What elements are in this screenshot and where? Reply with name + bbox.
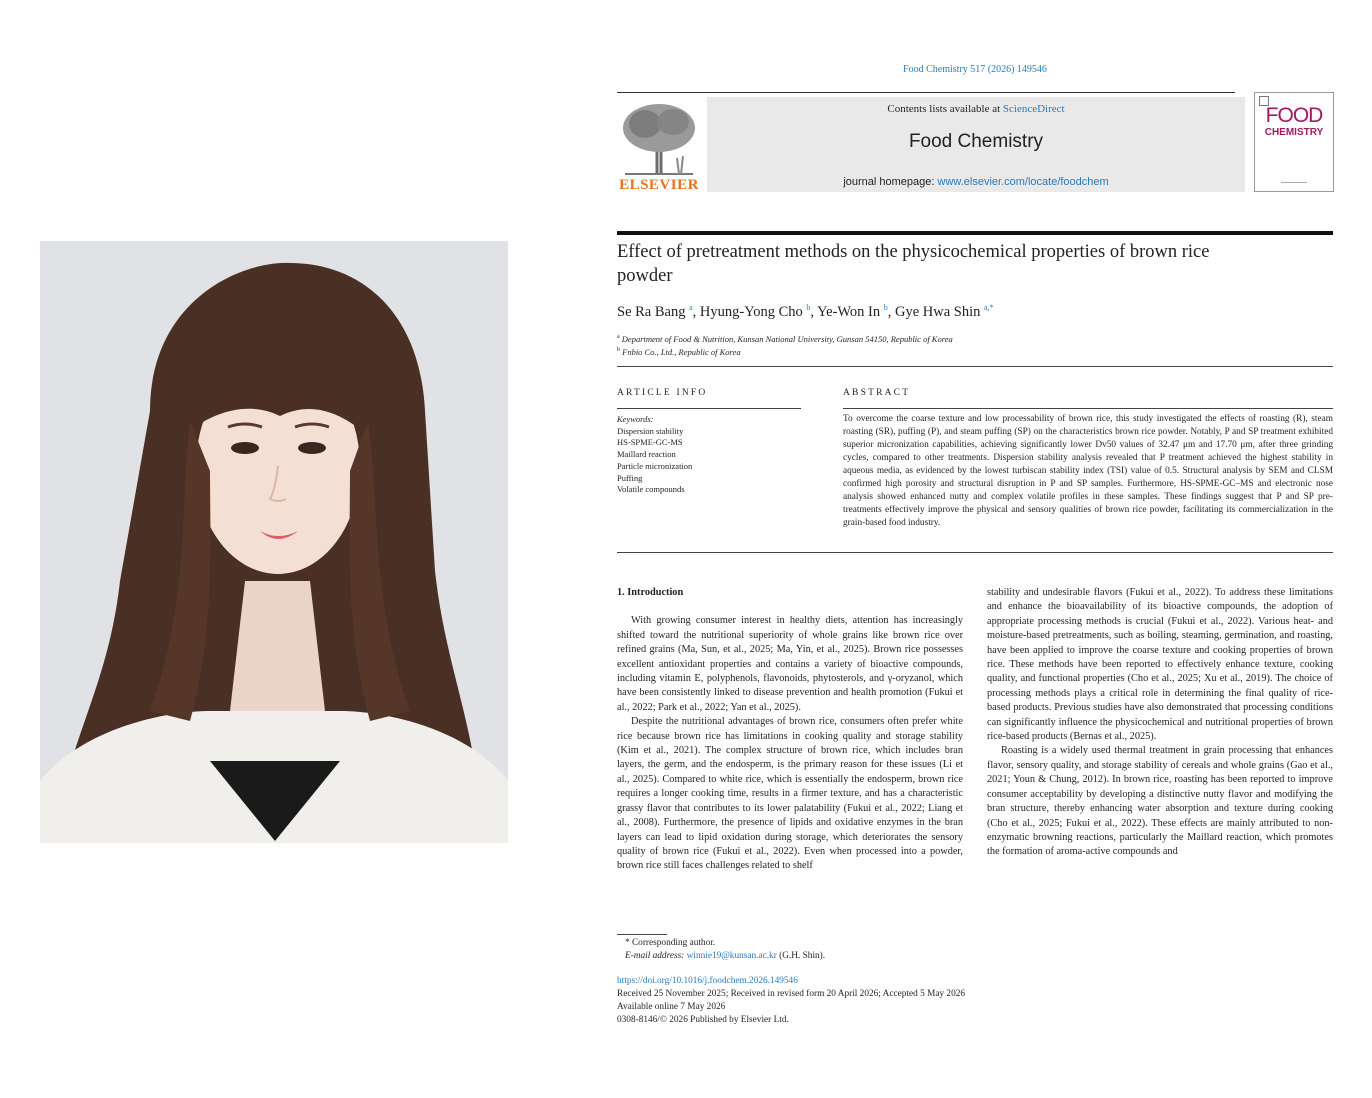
author-name[interactable]: Hyung-Yong Cho — [699, 303, 803, 320]
homepage-line — [707, 176, 1245, 188]
contents-line — [707, 103, 1245, 115]
abstract-heading: ABSTRACT — [843, 388, 911, 398]
cover-title-food: FOOD — [1265, 104, 1323, 127]
keyword-item: Puffing — [617, 472, 643, 483]
keyword-item: Maillard reaction — [617, 449, 676, 460]
publication-info — [617, 975, 1333, 1027]
body-column-right — [987, 586, 1333, 860]
author-name[interactable]: Gye Hwa Shin — [895, 303, 981, 320]
contents-prefix: Contents lists available at — [887, 103, 1003, 115]
introduction-heading: 1. Introduction — [617, 587, 684, 598]
footnote-rule — [617, 934, 667, 935]
affiliation-line: $^a$ Department of Food & Nutrition, Kunsan National University, Gunsan 54150, Republic of Korea — [617, 333, 953, 344]
author-portrait-photo — [40, 241, 508, 843]
elsevier-wordmark: ELSEVIER — [619, 177, 699, 193]
homepage-prefix: journal homepage: — [843, 176, 938, 188]
author-name[interactable]: Se Ra Bang — [617, 303, 686, 320]
author-affil-mark[interactable]: a,* — [984, 303, 994, 312]
article-info-heading: ARTICLE INFO — [617, 388, 708, 398]
author-affil-mark[interactable]: a — [689, 303, 693, 312]
journal-banner — [707, 97, 1245, 192]
body-paragraph: Despite the nutritional advantages of brown rice, consumers often prefer white rice because brown rice has limitations in cooking quality and storage stability (Kim et al., 2021). The complex structure of brown rice, which includes bran layers, the germ, and the endosperm, is the primary reason for these issues (Li et al., 2025). Compared to white rice, which is essentially the endosperm, brown rice requires a longer cooking time, results in a firmer texture, and has a characteristic grassy flavor that contributes to its lower palatability (Fukui et al., 2022; Liang et al., 2008). Furthermore, the presence of lipids and oxidative enzymes in the bran layers can lead to lipid oxidation during storage, which deteriorates the sensory quality of brown rice (Fukui et al., 2022). Even when processed into a powder, brown rice still faces challenges related to shelf — [617, 716, 963, 872]
keyword-item: Particle micronization — [617, 460, 693, 471]
running-head[interactable]: Food Chemistry 517 (2026) 149546 — [903, 64, 1047, 75]
body-paragraph: With growing consumer interest in healthy diets, attention has increasingly shifted toward the nutritional superiority of whole grains like brown rice over refined grains (Ma, Sun, et al., 2025; Ma, Yin, et al., 2025). Brown rice possesses excellent antioxidant properties and contains a variety of bioactive compounds, including vitamin E, polyphenols, flavonoids, phytosterols, and γ-oryzanol, which have been consistently linked to disease prevention and health promotion (Fukui et al., 2022; Park et al., 2022; Yan et al., 2025). — [617, 615, 963, 713]
received-dates: Received 25 November 2025; Received in revised form 20 April 2026; Accepted 5 May 2026 — [617, 989, 966, 999]
article-info-rule — [617, 408, 801, 409]
journal-masthead — [617, 92, 1333, 202]
affiliation-line: $^b$ Fnbio Co., Ltd., Republic of Korea — [617, 347, 741, 358]
author-affil-mark[interactable]: b — [883, 303, 888, 312]
author-name[interactable]: Ye-Won In — [817, 303, 881, 320]
corresponding-author-note: * Corresponding author. — [625, 938, 716, 948]
available-online: Available online 7 May 2026 — [617, 1002, 726, 1012]
abstract-text: To overcome the coarse texture and low processability of brown rice, this study investigated the effects of roasting (R), steam roasting (SR), puffing (P), and steam puffing (SP) on the characteristics brown rice powder. Notably, P and SP treatment exhibited superior micronization capabilities, achieving significantly lower Dv50 values of 32.47 μm and 17.70 μm, after three grinding cycles, compared to other treatments. Dispersion stability analysis revealed that P treatment achieved the highest stability in aqueous media, as evidenced by the lowest turbiscan stability index (TSI) value of 0.5. Structural analysis by SEM and CLSM confirmed high porosity and structural disruption in P and SP samples. Furthermore, HS-SPME-GC–MS and electronic nose analysis showed enhanced nutty and complex volatile profiles in these samples. These findings suggest that P and SP pre-treatments effectively improve the physical and sensory qualities of brown rice powder, facilitating its commercialization in the grain-based food industry. — [843, 414, 1333, 528]
article-title: Effect of pretreatment methods on the physicochemical properties of brown rice powder — [617, 242, 1210, 286]
body-column-left — [617, 586, 963, 874]
keywords-block — [617, 414, 807, 496]
cover-divider — [1281, 182, 1307, 183]
body-paragraph: stability and undesirable flavors (Fukui et al., 2022). To address these limitations and enhance the bioavailability of its bioactive compounds, the adoption of appropriate processing methods is crucial (Fukui et al., 2022). Various heat- and moisture-based pretreatments, such as boiling, steaming, germination, and roasting, have been applied to improve the coarse texture and cooking properties of brown rice. These methods have been reported to effectively enhance texture, cooking quality, and functional properties (Cho et al., 2025; Xu et al., 2019). The choice of processing methods plays a critical role in determining the final quality of rice-based products. Previous studies have also demonstrated that processing conditions can significantly influence the physicochemical and nutritional properties of brown rice-based products (Bernas et al., 2025). — [987, 587, 1333, 743]
body-paragraph: Roasting is a widely used thermal treatment in grain processing that enhances flavor, sensory quality, and storage stability of cereals and whole grains (Gao et al., 2021; Youn & Chung, 2012). In brown rice, roasting has been reported to improve consumer acceptability by developing a distinctive nutty flavor and modifying the bran structure, thereby enhancing water absorption and texture during cooking (Cho et al., 2025; Fukui et al., 2022). These effects are mainly attributed to non-enzymatic browning reactions, particularly the Maillard reaction, which promotes the formation of aroma-active compounds and — [987, 745, 1333, 858]
keywords-label: Keywords: — [617, 414, 654, 424]
paper-first-page — [617, 60, 1333, 1040]
sciencedirect-link[interactable]: ScienceDirect — [1002, 103, 1065, 115]
email-link[interactable]: winnie19@kunsan.ac.kr — [686, 951, 777, 961]
email-note: E-mail address: winnie19@kunsan.ac.kr (G.H. Shin). — [625, 951, 826, 961]
masthead-top-rule — [617, 92, 1235, 93]
copyright-line: 0308-8146/© 2026 Published by Elsevier Ltd. — [617, 1015, 789, 1025]
homepage-link[interactable]: www.elsevier.com/locate/foodchem — [937, 176, 1109, 188]
section-rule — [617, 366, 1333, 367]
cover-title-chemistry: CHEMISTRY — [1264, 127, 1324, 138]
author-list: Se Ra Bang $^a$, Hyung-Yong Cho $^b$, Ye-Won In $^b$, Gye Hwa Shin $^{a,*}$ — [617, 303, 994, 320]
keyword-item: HS-SPME-GC-MS — [617, 437, 683, 448]
keyword-item: Volatile compounds — [617, 484, 685, 495]
abstract-rule — [843, 408, 1333, 409]
abstract-bottom-rule — [617, 552, 1333, 553]
keyword-item: Dispersion stability — [617, 425, 684, 436]
footnote — [625, 937, 1225, 963]
masthead-bottom-rule — [617, 231, 1333, 235]
author-affil-mark[interactable]: b — [806, 303, 811, 312]
journal-name: Food Chemistry — [908, 131, 1044, 152]
affiliations — [617, 332, 1333, 359]
journal-cover-thumbnail — [1254, 92, 1334, 192]
doi-link[interactable]: https://doi.org/10.1016/j.foodchem.2026.149546 — [617, 976, 798, 986]
